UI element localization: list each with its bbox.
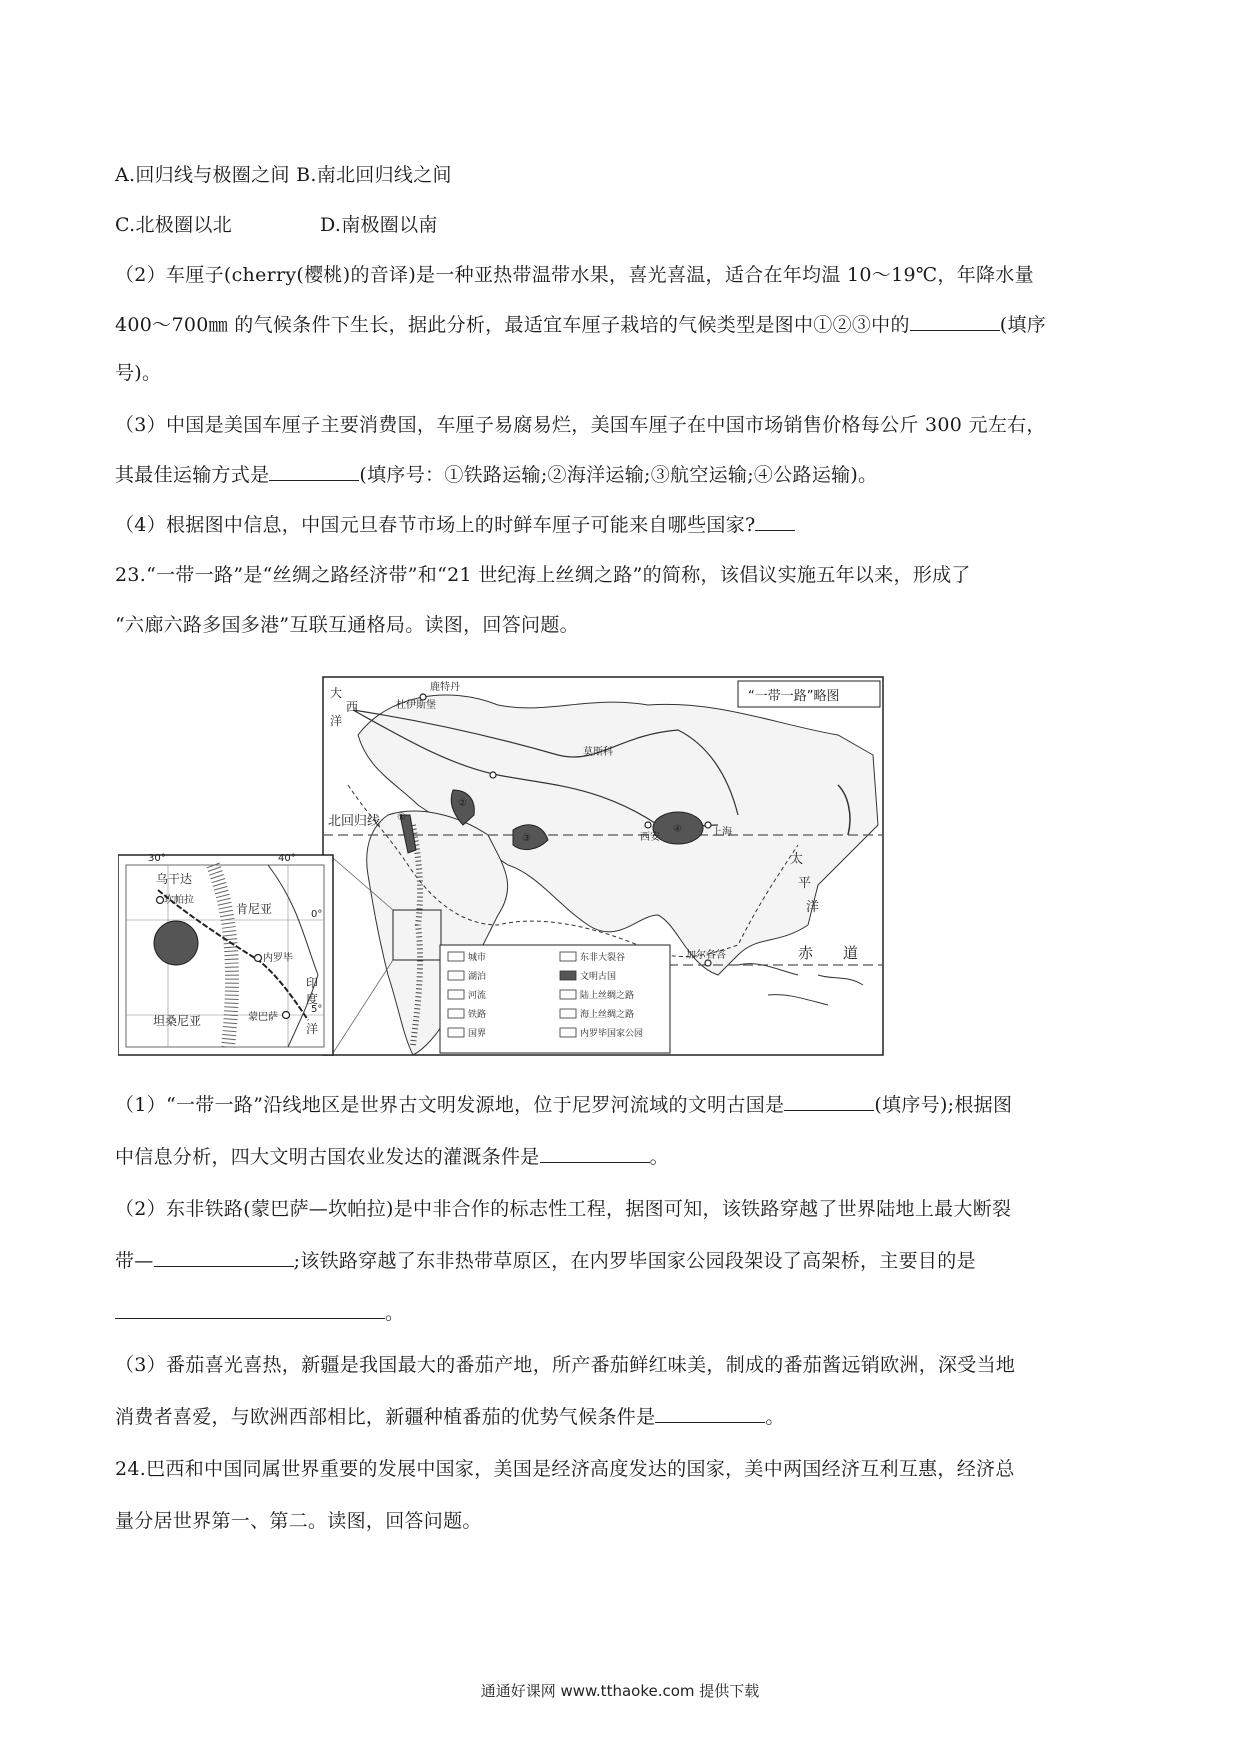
answer-blank[interactable] [755,512,795,531]
city-label-duisburg: 杜伊斯堡 [396,700,436,711]
inset-label-mombasa: 蒙巴萨 [248,1012,278,1023]
legend-label: 陆上丝绸之路 [580,991,635,1001]
inset-lat-0: 0° [311,909,323,920]
map-num-4: ④ [673,824,682,835]
tropic-label: 北回归线 [328,814,381,829]
answer-blank[interactable] [540,1144,650,1163]
legend-symbol [448,1028,464,1037]
city-label-kolkata: 加尔各答 [686,950,726,961]
city-marker [705,822,711,828]
city-marker [645,822,651,828]
q23-1-line1-text: （1）“一带一路”沿线地区是世界古文明发源地，位于尼罗河流域的文明古国是 [115,1094,785,1116]
q23-1-line2-text: 中信息分析，四大文明古国农业发达的灌溉条件是 [115,1146,540,1168]
q23-2-line1: （2）东非铁路(蒙巴萨—坎帕拉)是中非合作的标志性工程，据图可知，该铁路穿越了世界陆地上最大断裂 [115,1198,1012,1220]
inset-lon-40: 40° [278,853,296,864]
answer-blank[interactable] [910,312,1000,331]
map-num-3: ③ [522,833,531,844]
q22-3-line2-text: 其最佳运输方式是 [115,464,270,486]
legend-symbol [448,990,464,999]
q23-2-line2 [115,1246,976,1273]
answer-blank[interactable] [154,1248,294,1267]
legend-symbol [560,971,576,980]
city-label-moscow: 莫斯科 [583,747,613,758]
q22-2-line1: （2）车厘子(cherry(樱桃)的音译)是一种亚热带温带水果，喜光喜温，适合在年均温 10～19℃，年降水量 [115,264,1034,286]
inset-city-kampala [157,897,164,904]
inset-label-tanzania: 坦桑尼亚 [153,1014,202,1028]
legend-symbol [560,952,576,961]
ocean-label: 西 [346,700,359,714]
q22-3-line2 [115,460,877,487]
lake-victoria [154,921,198,965]
q23-2-line2-head: 带— [115,1250,154,1272]
q24-line1: 24.巴西和中国同属世界重要的发展中国家，美国是经济高度发达的国家，美中两国经济互利互惠，经济总 [115,1458,1015,1480]
q22-2-line2 [115,310,1046,337]
q22-3-line2-tail: (填序号：①铁路运输;②海洋运输;③航空运输;④公路运输)。 [359,464,878,486]
equator-label: 赤 [798,944,814,962]
legend-symbol [448,1009,464,1018]
inset-label-indian: 度 [306,992,319,1006]
city-label-shanghai: 上海 [712,827,732,838]
ocean-label: 大 [330,686,343,700]
inset-label-indian: 洋 [306,1022,319,1036]
q23-1-line1-tail: (填序号);根据图 [874,1094,1013,1116]
legend-label: 湖泊 [468,972,487,982]
legend-symbol [448,971,464,980]
q22-4-line [115,510,795,537]
map-title: “一带一路”略图 [748,689,840,704]
legend-label: 东非大裂谷 [580,953,626,963]
legend-label: 河流 [468,991,487,1001]
q23-3-line2 [115,1402,785,1429]
inset-lon-30: 30° [148,853,166,864]
inset-city-nairobi [255,955,262,962]
map-num-1: ① [397,812,406,823]
legend-symbol [560,990,576,999]
answer-blank[interactable] [655,1404,765,1423]
city-label-rotterdam: 鹿特丹 [430,682,460,693]
q23-3-line1: （3）番茄喜光喜热，新疆是我国最大的番茄产地，所产番茄鲜红味美，制成的番茄酱远销欧洲，深受当地 [115,1354,1016,1376]
legend-label: 文明古国 [580,972,617,982]
inset-city-mombasa [283,1012,290,1019]
equator-label: 道 [843,944,859,962]
answer-blank[interactable] [784,1092,874,1111]
city-marker [490,772,496,778]
ocean-label: 洋 [330,714,343,728]
q22-option-c: C.北极圈以北 [115,214,233,236]
q22-option-d: D.南极圈以南 [320,214,438,236]
legend-label: 海上丝绸之路 [580,1010,635,1020]
inset-label-indian: 印 [306,976,319,990]
q22-4-text: （4）根据图中信息，中国元旦春节市场上的时鲜车厘子可能来自哪些国家? [115,514,756,536]
inset-label-uganda: 乌干达 [156,872,193,886]
map-legend [440,945,670,1053]
q23-1-line1 [115,1090,1012,1117]
q23-line1: 23.“一带一路”是“丝绸之路经济带”和“21 世纪海上丝绸之路”的简称，该倡议实施五年以来，形成了 [115,564,971,586]
q22-2-line3: 号)。 [115,362,162,384]
q23-2-line3 [115,1298,404,1325]
q23-1-line2-tail: 。 [649,1146,669,1168]
q22-2-line2-tail: (填序 [999,314,1047,336]
q23-line2: “六廊六路多国多港”互联互通格局。读图，回答问题。 [115,614,579,636]
city-label-xian: 西安 [640,832,660,843]
q22-2-line2-text: 400～700㎜ 的气候条件下生长，据此分析，最适宜车厘子栽培的气候类型是图中①②③中的 [115,314,910,336]
answer-blank[interactable] [269,462,359,481]
inset-label-kenya: 肯尼亚 [236,902,273,916]
pacific-label: 太 [790,852,804,867]
q22-options-ab: A.回归线与极圈之间 B.南北回归线之间 [115,164,452,186]
legend-symbol [560,1009,576,1018]
q23-3-line2-text: 消费者喜爱，与欧洲西部相比，新疆种植番茄的优势气候条件是 [115,1406,656,1428]
answer-blank[interactable] [115,1300,385,1319]
inset-lat-5: 5° [311,1004,323,1015]
pacific-label: 平 [798,876,812,891]
legend-label: 城市 [468,953,487,963]
q23-2-line2-text: ;该铁路穿越了东非热带草原区，在内罗毕国家公园段架设了高架桥，主要目的是 [293,1250,976,1272]
q22-3-line1: （3）中国是美国车厘子主要消费国，车厘子易腐易烂，美国车厘子在中国市场销售价格每公斤 300 元左右， [115,414,1046,436]
map-num-2: ② [458,798,467,809]
legend-symbol [448,952,464,961]
q23-3-line2-tail: 。 [765,1406,785,1428]
inset-map [118,853,333,1055]
legend-label: 铁路 [468,1010,487,1020]
legend-label: 国界 [468,1029,487,1039]
pacific-label: 洋 [806,900,820,915]
inset-label-kampala: 坎帕拉 [164,895,194,906]
belt-road-map [118,675,888,1060]
legend-label: 内罗毕国家公园 [580,1029,644,1039]
q23-1-line2 [115,1142,669,1169]
page-footer: 通通好课网 www.tthaoke.com 提供下载 [480,1682,760,1700]
q23-2-line3-tail: 。 [385,1302,405,1324]
q24-line2: 量分居世界第一、第二。读图，回答问题。 [115,1510,482,1532]
inset-label-nairobi: 内罗毕 [263,953,293,964]
legend-symbol [560,1028,576,1037]
